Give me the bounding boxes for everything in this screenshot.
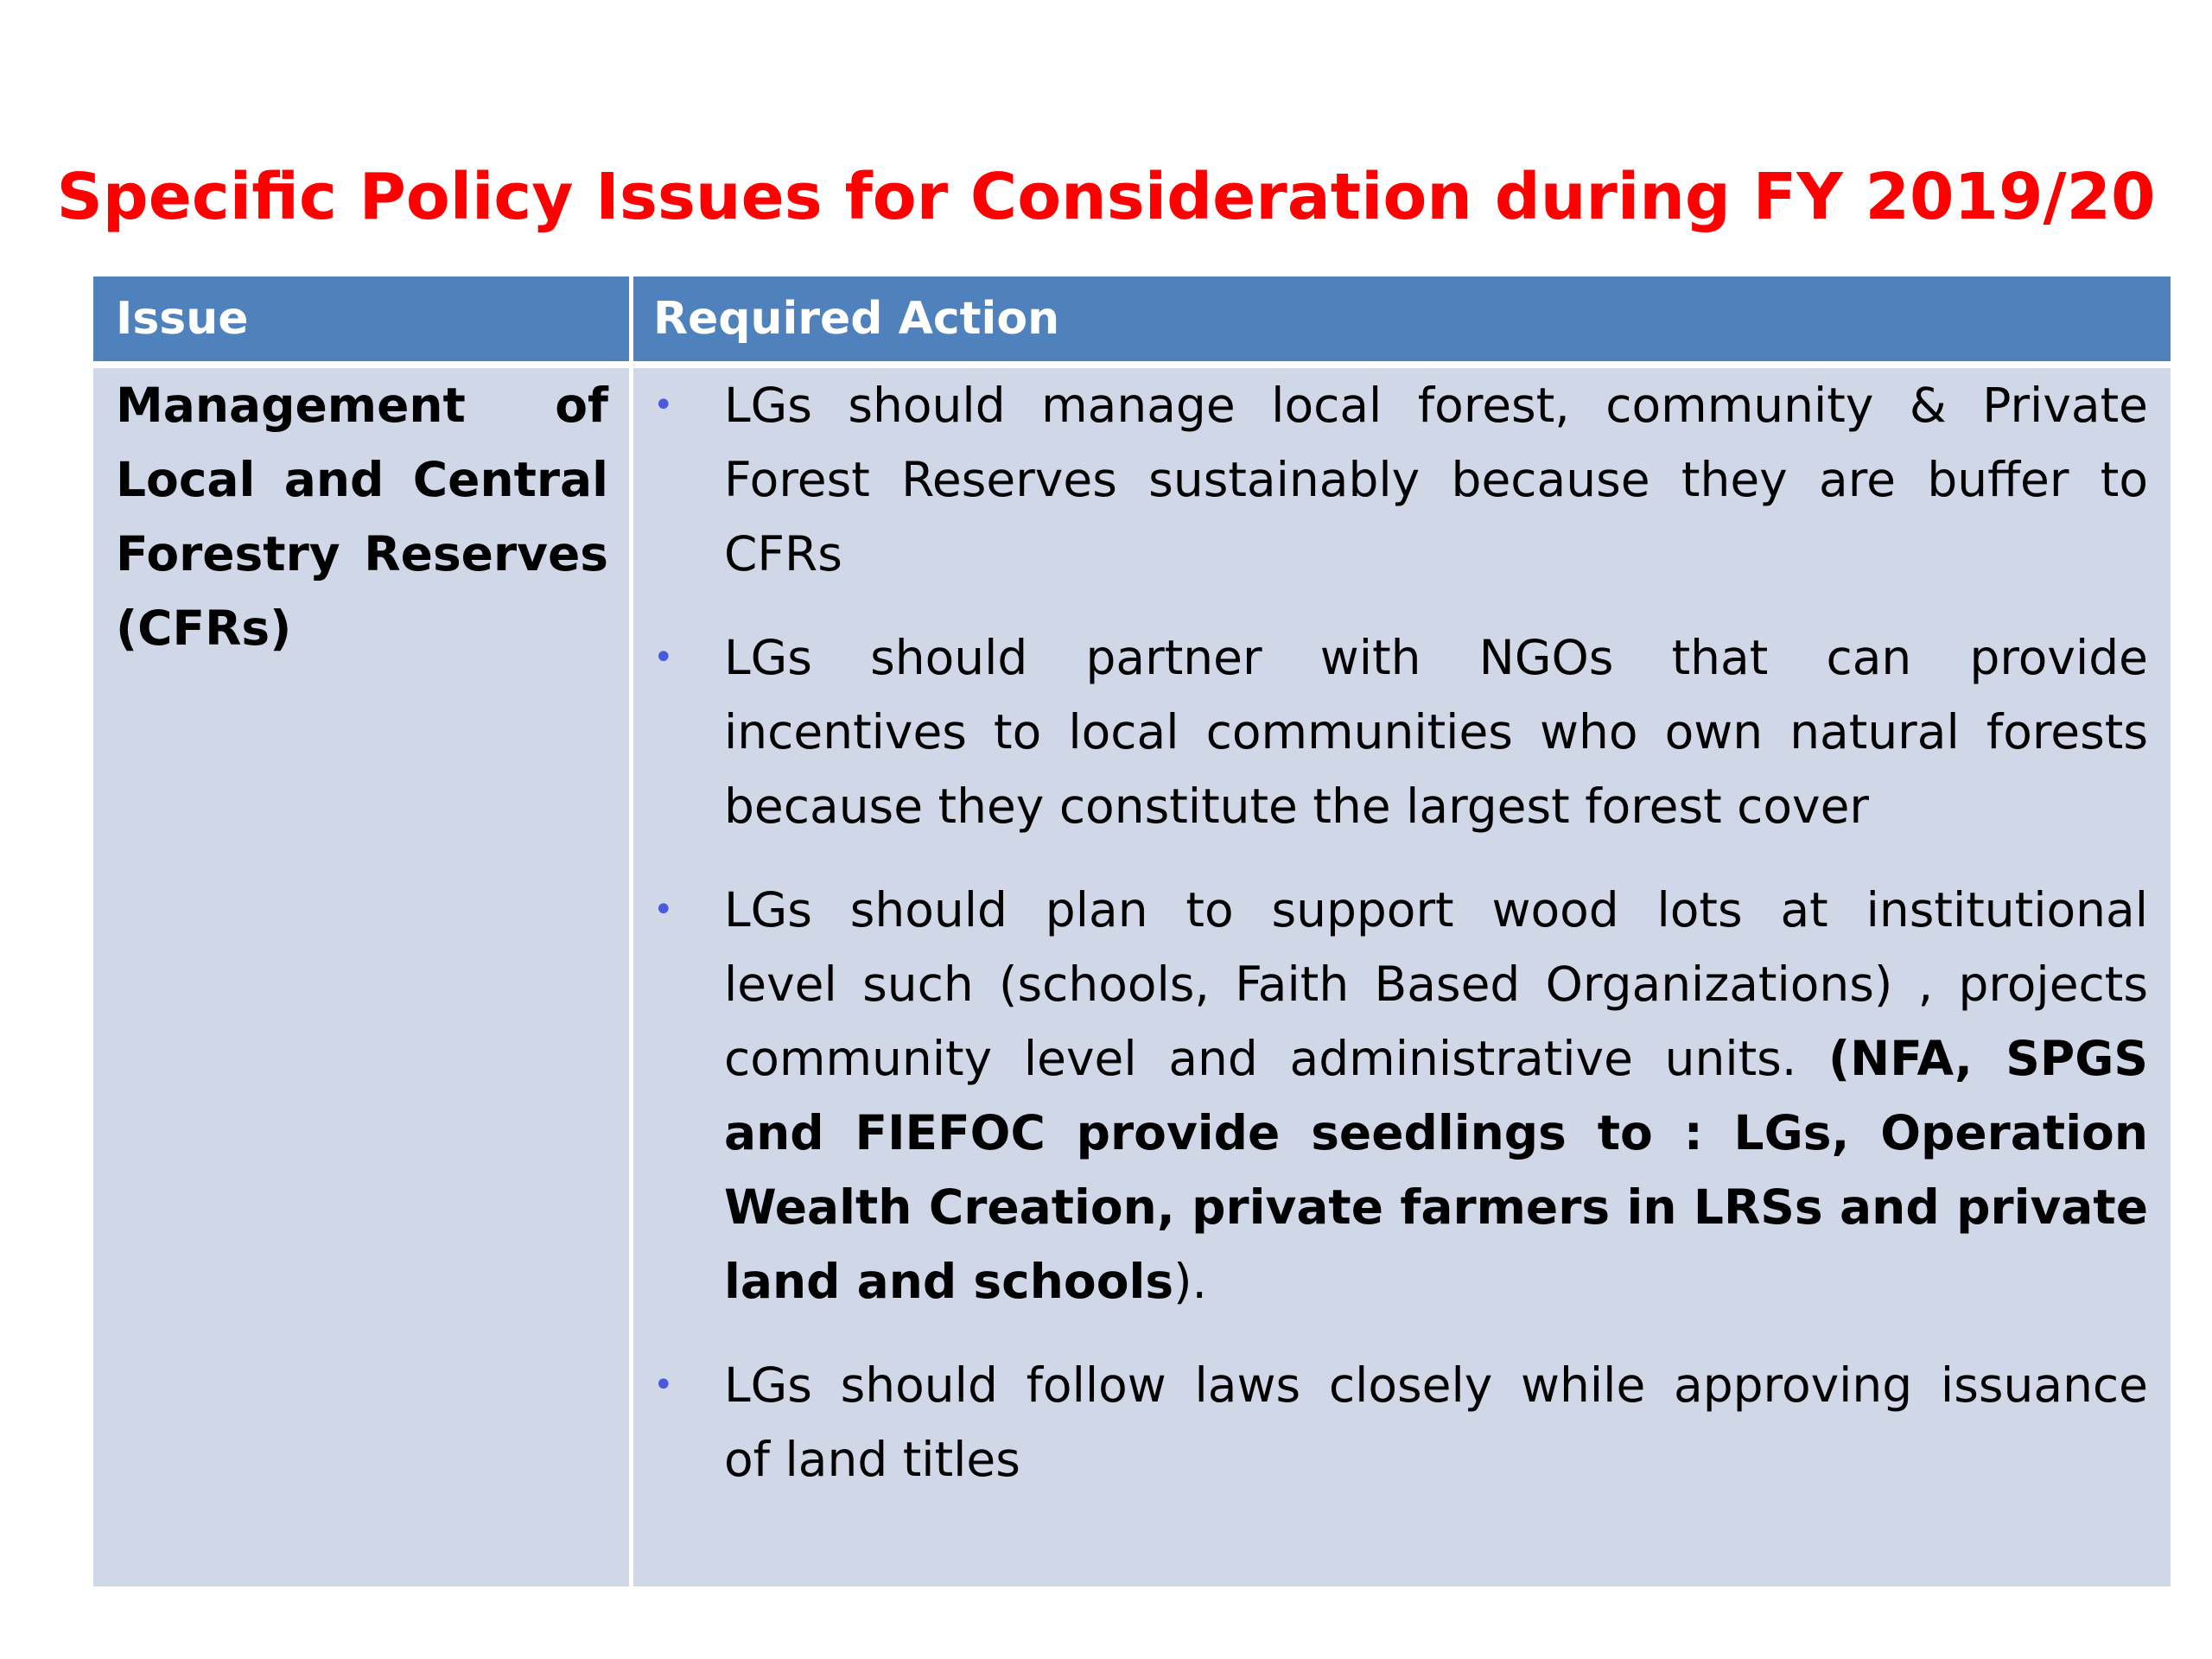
action-line: CFRs [724, 526, 842, 582]
bullet-icon: • [653, 638, 674, 677]
required-action-list [653, 368, 2148, 1526]
action-line: level such (schools, Faith Based Organizations) , projects [724, 957, 2148, 1012]
action-line: because they constitute the largest forest cover [724, 779, 1870, 834]
bullet-icon: • [653, 890, 674, 930]
issue-line: Local and Central [116, 452, 608, 507]
action-item [653, 368, 2148, 591]
bold-line: and FIEFOC provide seedlings to : LGs, Operation [724, 1105, 2148, 1160]
column-divider [629, 276, 633, 1586]
bold-inline: (NFA, SPGS [1828, 1031, 2148, 1086]
issue-line: Management of [116, 378, 608, 433]
action-line: LGs should plan to support wood lots at institutional [724, 882, 2148, 938]
slide-title: Specific Policy Issues for Consideration during FY 2019/20 [56, 159, 2156, 234]
bullet-icon: • [653, 1365, 674, 1405]
row-divider [93, 361, 2171, 368]
bold-line: land and schools [724, 1254, 1174, 1309]
policy-table [93, 276, 2171, 1586]
action-item [653, 1348, 2148, 1497]
action-last-line [724, 1244, 2148, 1319]
header-required-action: Required Action [653, 293, 1060, 345]
issue-cell [116, 368, 608, 665]
action-line: of land titles [724, 1432, 1020, 1487]
issue-line: (CFRs) [116, 601, 292, 656]
action-text [724, 1348, 2148, 1497]
action-line: incentives to local communities who own natural forests [724, 704, 2148, 760]
action-line: LGs should manage local forest, community & Private [724, 378, 2148, 433]
bullet-icon: • [653, 385, 674, 425]
action-tail: ). [1173, 1254, 1208, 1309]
action-text [724, 873, 2148, 1319]
action-line: LGs should follow laws closely while approving issuance [724, 1357, 2148, 1413]
action-item [653, 873, 2148, 1319]
bold-line: Wealth Creation, private farmers in LRSs and private [724, 1179, 2148, 1235]
action-line: community level and administrative units. [724, 1031, 1829, 1086]
action-line: LGs should partner with NGOs that can provide [724, 630, 2148, 685]
table-row [93, 368, 2171, 1586]
issue-line: Forestry Reserves [116, 526, 608, 582]
header-issue: Issue [116, 293, 249, 345]
action-line-with-bold [724, 1021, 2148, 1096]
action-item [653, 620, 2148, 843]
action-text [724, 620, 2148, 843]
table-header-row [93, 276, 2171, 361]
action-text [724, 368, 2148, 591]
action-line: Forest Reserves sustainably because they are buffer to [724, 452, 2148, 507]
